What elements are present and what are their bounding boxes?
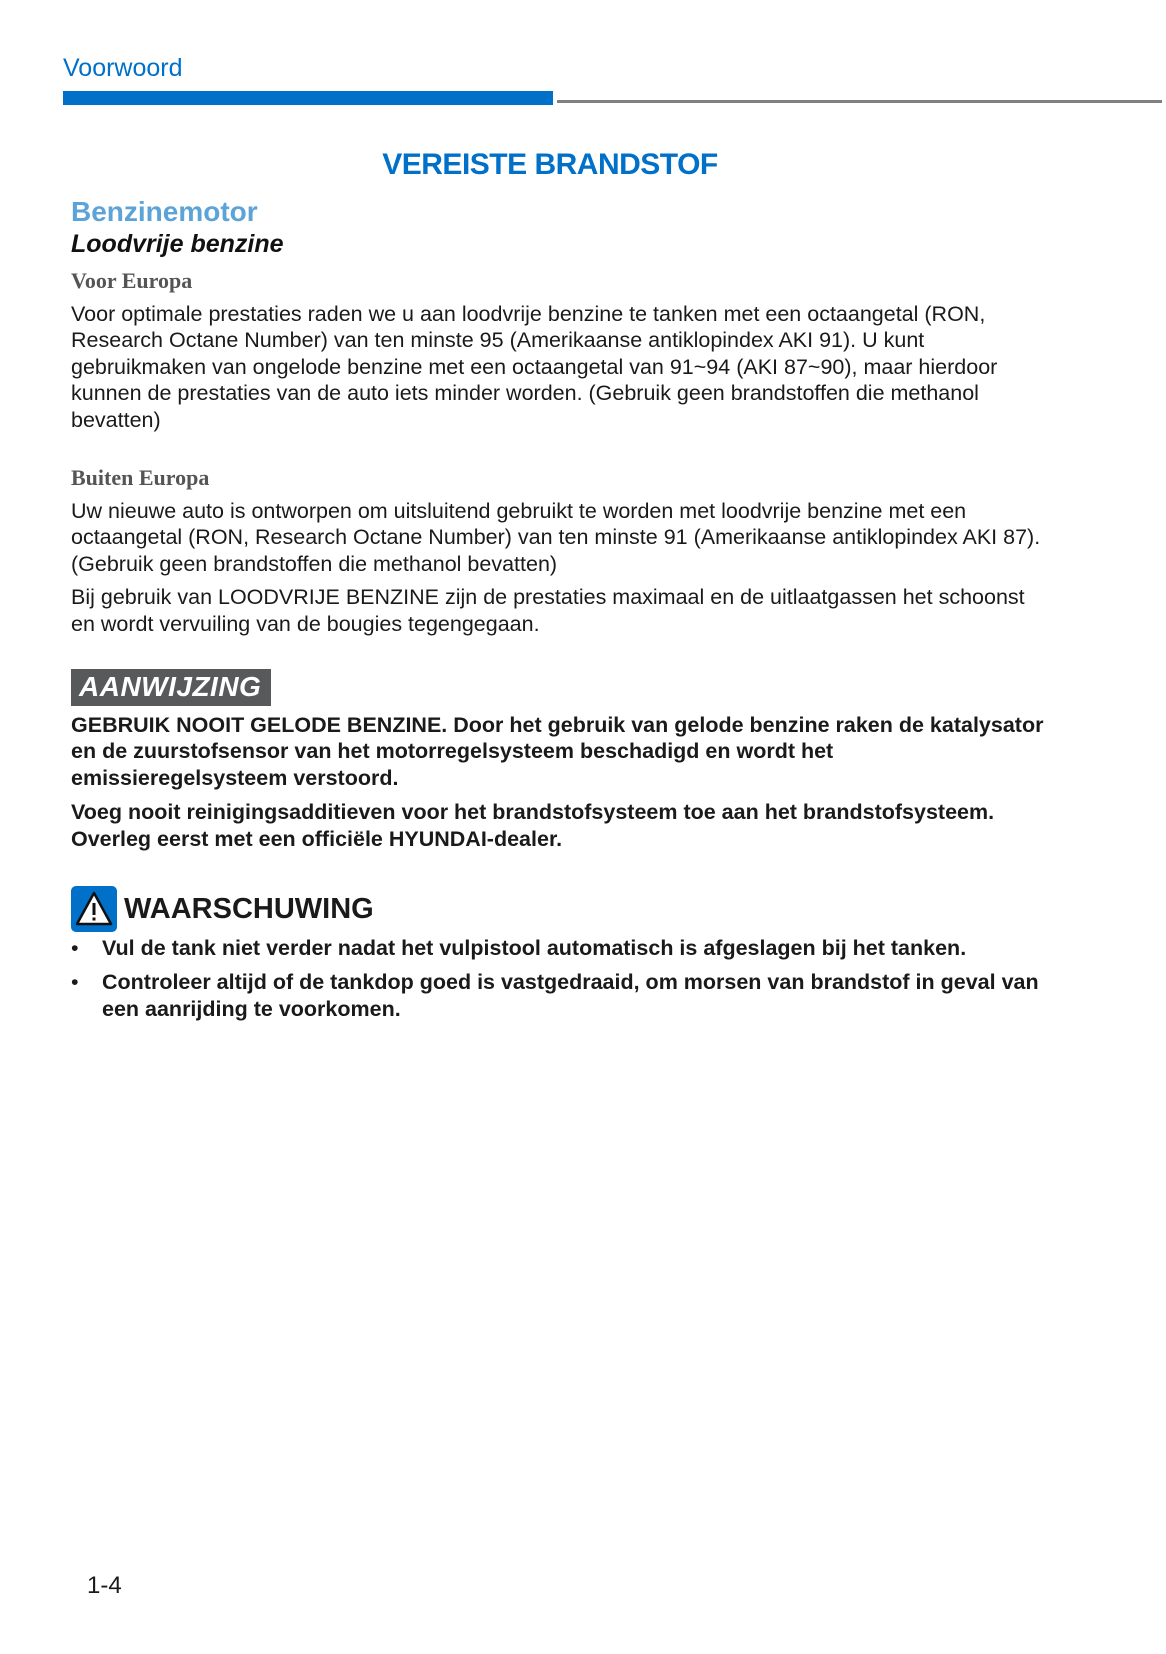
page-number: 1-4: [87, 1572, 122, 1599]
outside-europe-label: Buiten Europa: [71, 465, 210, 490]
warning-item: [71, 935, 1051, 961]
note-label: AANWIJZING: [71, 669, 271, 706]
warning-triangle-icon: [71, 886, 117, 932]
europe-paragraph: Voor optimale prestaties raden we u aan loodvrije benzine te tanken met een octaangetal (RON, Research Octane Number) van ten minste 95 (Amerikaanse antiklopindex AKI 91). U kunt gebruikmaken van ongelode benzine met een octaangetal van 91~94 (AKI 87~90), maar hierdoor kunnen de prestaties van de auto iets minder worden. (Gebruik geen brandstoffen die methanol bevatten): [71, 302, 998, 432]
note-paragraph-1: GEBRUIK NOOIT GELODE BENZINE. Door het gebruik van gelode benzine raken de katalysator en de zuurstofsensor van het motorregelsysteem beschadigd en wordt het emissieregelsysteem verstoord.: [71, 713, 1044, 790]
warning-item-text: Vul de tank niet verder nadat het vulpistool automatisch is afgeslagen bij het tanken.: [102, 936, 967, 960]
note-paragraph-2: Voeg nooit reinigingsadditieven voor het brandstofsysteem toe aan het brandstofsysteem. Overleg eerst met een officiële HYUNDAI-dealer.: [71, 800, 995, 851]
section-heading: Benzinemotor: [71, 196, 258, 227]
outside-paragraph-1: Uw nieuwe auto is ontworpen om uitsluitend gebruikt te worden met loodvrije benzine met een octaangetal (RON, Research Octane Number) van ten minste 91 (Amerikaanse antiklopindex AKI 87). (Gebruik geen brandstoffen die methanol bevatten): [71, 499, 1041, 576]
warning-title: WAARSCHUWING: [124, 893, 374, 925]
header-rule: [557, 100, 1162, 103]
header-accent-bar: [63, 91, 553, 105]
warning-item: [71, 969, 1051, 1022]
bullet: •: [71, 936, 79, 960]
warning-list: [71, 935, 1051, 1030]
running-header: Voorwoord: [63, 54, 183, 82]
outside-europe-text: [71, 498, 1051, 637]
note-text: [71, 712, 1051, 852]
outside-paragraph-2: Bij gebruik van LOODVRIJE BENZINE zijn de prestaties maximaal en de uitlaatgassen het schoonst en wordt vervuiling van de bougies tegengegaan.: [71, 585, 1025, 636]
warning-item-text: Controleer altijd of de tankdop goed is vastgedraaid, om morsen van brandstof in geval van een aanrijding te voorkomen.: [102, 970, 1039, 1021]
page-title: VEREISTE BRANDSTOF: [382, 148, 718, 181]
europe-label: Voor Europa: [71, 268, 193, 293]
bullet: •: [71, 970, 79, 995]
subheading: Loodvrije benzine: [71, 230, 284, 258]
europe-text: [71, 301, 1051, 433]
